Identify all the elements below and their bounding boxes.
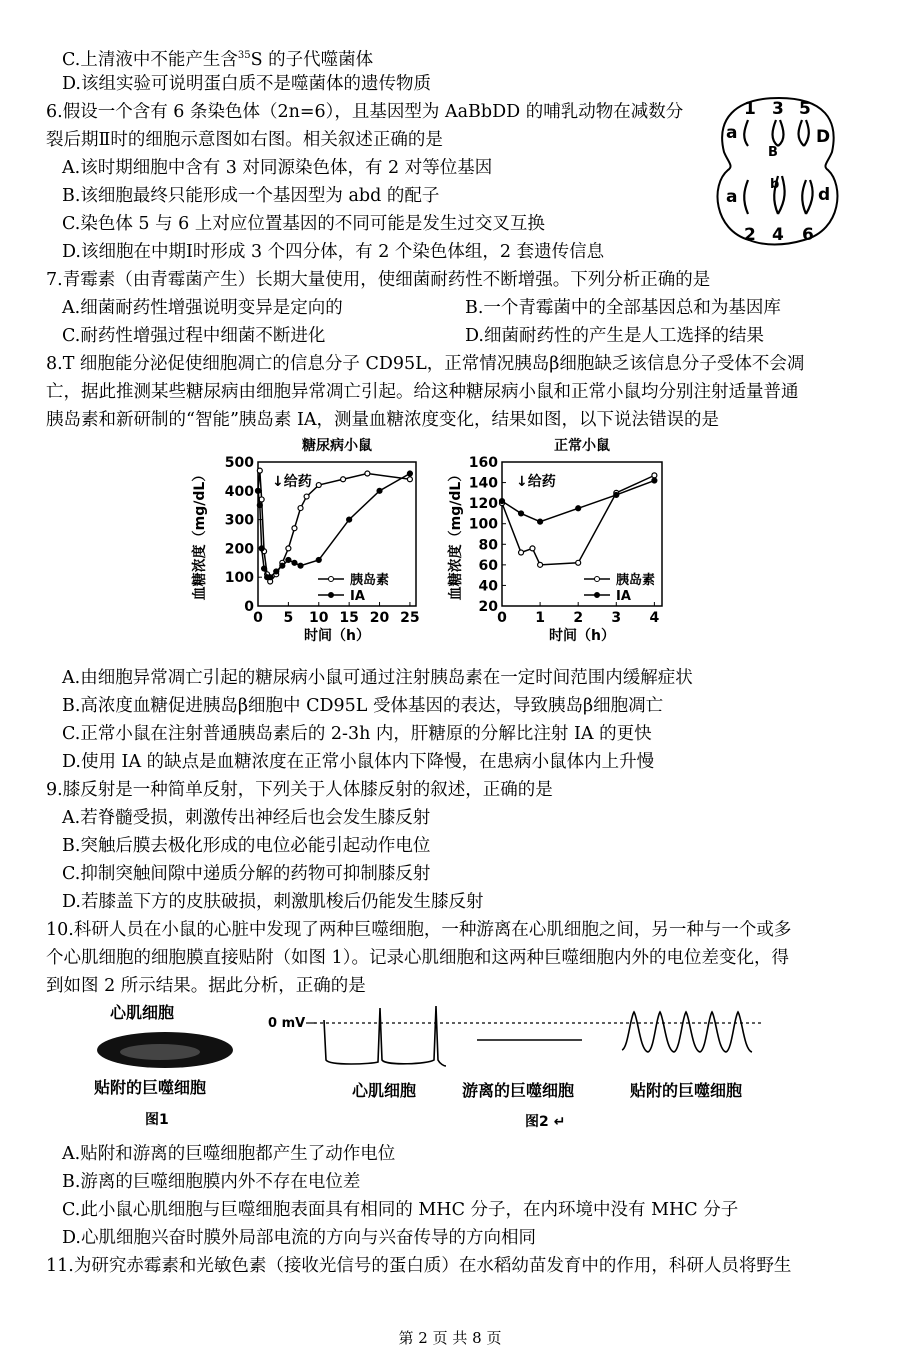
x-tick-label: 20 — [369, 610, 390, 626]
trace-attached-macrophage — [622, 1012, 752, 1052]
figure-2 — [262, 1000, 782, 1135]
chart-normal-mice — [446, 434, 676, 652]
data-point-insulin — [365, 471, 370, 476]
x-tick-label: 5 — [283, 610, 294, 626]
q9-option-b: B.突触后膜去极化形成的电位必能引起动作电位 — [62, 836, 431, 856]
chromosome-label-6: 6 — [802, 225, 814, 245]
legend-label: IA — [616, 589, 631, 604]
fig2-zero-label: 0 mV — [268, 1016, 306, 1031]
chromosome-5 — [799, 120, 809, 146]
q5-option-d: D.该组实验可说明蛋白质不是噬菌体的遗传物质 — [62, 74, 431, 94]
q6-stem-2: 裂后期Ⅱ时的细胞示意图如右图。相关叙述正确的是 — [46, 130, 443, 150]
y-tick-label: 500 — [224, 455, 254, 471]
data-point-insulin — [652, 473, 657, 478]
q8-stem-3: 胰岛素和新研制的“智能”胰岛素 IA，测量血糖浓度变化，结果如图，以下说法错误的是 — [46, 410, 720, 430]
q10-option-b: B.游离的巨噬细胞膜内外不存在电位差 — [62, 1172, 361, 1192]
x-tick-label: 3 — [611, 610, 622, 626]
q8-stem-2: 亡，据此推测某些糖尿病由细胞异常凋亡引起。给这种糖尿病小鼠和正常小鼠均分别注射适量普通 — [46, 382, 799, 402]
chromosome-label-4: 4 — [772, 225, 784, 245]
y-tick-label: 120 — [468, 496, 498, 513]
q10-stem-1: 10.科研人员在小鼠的心脏中发现了两种巨噬细胞，一种游离在心肌细胞之间，另一种与一个或多 — [46, 920, 792, 940]
x-tick-label: 0 — [497, 610, 507, 626]
legend-label: IA — [350, 589, 365, 604]
fig2-label-free-macrophage: 游离的巨噬细胞 — [462, 1081, 575, 1100]
y-tick-label: 140 — [468, 475, 498, 492]
data-point-ia — [377, 488, 382, 493]
fig1-macro-label: 贴附的巨噬细胞 — [94, 1078, 207, 1097]
gene-label-B: B — [768, 145, 778, 160]
data-point-ia — [519, 511, 524, 516]
chromosome-4 — [774, 176, 784, 214]
data-point-insulin — [341, 477, 346, 482]
y-tick-label: 0 — [244, 599, 254, 615]
x-axis-label: 时间（h） — [304, 628, 370, 644]
gene-label-d: d — [818, 185, 831, 205]
q8-option-d: D.使用 IA 的缺点是血糖浓度在正常小鼠体内下降慢，在患病小鼠体内上升慢 — [62, 752, 655, 772]
q9-stem: 9.膝反射是一种简单反射，下列关于人体膝反射的叙述，正确的是 — [46, 780, 553, 800]
data-point-insulin — [286, 546, 291, 551]
q8-option-c: C.正常小鼠在注射普通胰岛素后的 2-3h 内，肝糖原的分解比注射 IA 的更快 — [62, 724, 652, 744]
data-point-ia — [500, 499, 505, 504]
data-point-ia — [286, 557, 291, 562]
chart-title: 正常小鼠 — [554, 438, 610, 454]
data-point-insulin — [298, 506, 303, 511]
meiosis-cell-figure — [704, 90, 854, 250]
gene-label-b: b — [770, 177, 780, 192]
data-point-ia — [259, 546, 264, 551]
y-axis-label: 血糖浓度（mg/dL） — [192, 467, 208, 601]
x-tick-label: 1 — [535, 610, 545, 626]
trace-cardiomyocyte — [324, 1006, 446, 1066]
chromosome-6 — [802, 180, 812, 214]
data-point-insulin — [519, 550, 524, 555]
q9-option-c: C.抑制突触间隙中递质分解的药物可抑制膝反射 — [62, 864, 431, 884]
y-tick-label: 200 — [224, 541, 254, 558]
data-point-ia — [652, 478, 657, 483]
q7-option-c: C.耐药性增强过程中细菌不断进化 — [62, 326, 326, 346]
fig1-cell-label: 心肌细胞 — [110, 1003, 175, 1022]
q10-stem-3: 到如图 2 所示结果。据此分析，正确的是 — [46, 976, 366, 996]
dose-annotation: ↓给药 — [516, 474, 556, 490]
q10-option-d: D.心肌细胞兴奋时膜外局部电流的方向与兴奋传导的方向相同 — [62, 1228, 536, 1248]
data-point-ia — [347, 517, 352, 522]
y-tick-label: 40 — [478, 578, 498, 595]
y-tick-label: 400 — [224, 483, 254, 500]
y-tick-label: 20 — [478, 599, 498, 615]
fig2-label-cardiomyocyte: 心肌细胞 — [352, 1081, 417, 1100]
x-tick-label: 10 — [309, 610, 329, 626]
chromosome-3 — [773, 120, 784, 146]
q7-option-a: A.细菌耐药性增强说明变异是定向的 — [62, 298, 343, 318]
chromosome-label-2: 2 — [744, 225, 756, 245]
chromosome-label-5: 5 — [799, 99, 811, 119]
data-point-insulin — [304, 494, 309, 499]
q11-stem: 11.为研究赤霉素和光敏色素（接收光信号的蛋白质）在水稻幼苗发育中的作用，科研人员将野生 — [46, 1256, 792, 1276]
data-point-insulin — [576, 560, 581, 565]
chromosome-label-1: 1 — [744, 99, 756, 119]
data-point-ia — [262, 566, 267, 571]
q10-option-c: C.此小鼠心肌细胞与巨噬细胞表面具有相同的 MHC 分子，在内环境中没有 MHC 分子 — [62, 1200, 739, 1220]
x-tick-label: 15 — [339, 610, 359, 626]
fig2-label-attached-macrophage: 贴附的巨噬细胞 — [630, 1081, 743, 1100]
y-tick-label: 160 — [468, 455, 498, 471]
chromosome-1 — [744, 120, 748, 146]
y-axis-label: 血糖浓度（mg/dL） — [448, 467, 464, 601]
x-tick-label: 0 — [253, 610, 263, 626]
data-point-ia — [268, 575, 273, 580]
data-point-ia — [316, 557, 321, 562]
data-point-ia — [614, 492, 619, 497]
y-tick-label: 300 — [224, 512, 254, 529]
legend-marker — [329, 577, 334, 582]
data-point-insulin — [316, 483, 321, 488]
data-point-insulin — [292, 526, 297, 531]
data-point-ia — [407, 471, 412, 476]
y-tick-label: 80 — [478, 537, 498, 554]
y-tick-label: 100 — [224, 570, 254, 587]
q10-stem-2: 个心肌细胞的细胞膜直接贴附（如图 1）。记录心肌细胞和这两种巨噬细胞内外的电位差变化，得 — [46, 948, 789, 968]
data-point-insulin — [407, 477, 412, 482]
attached-macrophage-shape — [120, 1044, 200, 1060]
data-point-ia — [274, 569, 279, 574]
data-point-insulin — [530, 546, 535, 551]
x-tick-label: 25 — [400, 610, 420, 626]
q8-stem-1: 8.T 细胞能分泌促使细胞凋亡的信息分子 CD95L，正常情况胰岛β细胞缺乏该信息分子受体不会凋 — [46, 354, 805, 374]
q6-stem-1: 6.假设一个含有 6 条染色体（2n=6），且基因型为 AaBbDD 的哺乳动物在减数分 — [46, 102, 684, 122]
figure-1 — [90, 998, 240, 1133]
chromosome-2 — [744, 180, 748, 214]
x-tick-label: 4 — [649, 610, 660, 626]
gene-label-D: D — [816, 127, 831, 147]
legend-marker — [595, 593, 600, 598]
q10-option-a: A.贴附和游离的巨噬细胞都产生了动作电位 — [62, 1144, 396, 1164]
y-tick-label: 100 — [468, 516, 498, 533]
q7-option-b: B.一个青霉菌中的全部基因总和为基因库 — [465, 298, 781, 318]
gene-label-a-bottom: a — [726, 187, 738, 207]
q6-option-b: B.该细胞最终只能形成一个基因型为 abd 的配子 — [62, 186, 440, 206]
data-point-ia — [576, 506, 581, 511]
q6-option-a: A.该时期细胞中含有 3 对同源染色体，有 2 对等位基因 — [62, 158, 493, 178]
legend-label: 胰岛素 — [350, 573, 390, 588]
page-footer: 第 2 页 共 8 页 — [398, 1329, 502, 1347]
q5-option-c: C.上清液中不能产生含$^{35}$S 的子代噬菌体 — [62, 49, 374, 70]
q9-option-a: A.若脊髓受损，刺激传出神经后也会发生膝反射 — [62, 808, 431, 828]
data-point-insulin — [257, 468, 262, 473]
fig2-caption: 图2 ↵ — [525, 1114, 566, 1130]
x-tick-label: 2 — [573, 610, 584, 626]
data-point-ia — [298, 563, 303, 568]
chromosome-label-3: 3 — [772, 99, 784, 119]
q7-option-d: D.细菌耐药性的产生是人工选择的结果 — [465, 326, 764, 346]
q9-option-d: D.若膝盖下方的皮肤破损，刺激肌梭后仍能发生膝反射 — [62, 892, 484, 912]
data-point-insulin — [538, 562, 543, 567]
dose-annotation: ↓给药 — [272, 474, 312, 490]
q8-option-a: A.由细胞异常凋亡引起的糖尿病小鼠可通过注射胰岛素在一定时间范围内缓解症状 — [62, 668, 693, 688]
data-point-ia — [292, 560, 297, 565]
data-point-ia — [280, 563, 285, 568]
chart-diabetic-mice — [190, 434, 430, 652]
q7-stem: 7.青霉素（由青霉菌产生）长期大量使用，使细菌耐药性不断增强。下列分析正确的是 — [46, 270, 711, 290]
q6-option-c: C.染色体 5 与 6 上对应位置基因的不同可能是发生过交叉互换 — [62, 214, 545, 234]
q6-option-d: D.该细胞在中期Ⅰ时形成 3 个四分体，有 2 个染色体组，2 套遗传信息 — [62, 242, 605, 262]
legend-marker — [329, 593, 334, 598]
q8-option-b: B.高浓度血糖促进胰岛β细胞中 CD95L 受体基因的表达，导致胰岛β细胞凋亡 — [62, 696, 664, 716]
x-axis-label: 时间（h） — [549, 628, 615, 644]
legend-marker — [595, 577, 600, 582]
data-point-ia — [538, 519, 543, 524]
legend-label: 胰岛素 — [616, 573, 656, 588]
data-point-ia — [256, 488, 261, 493]
data-point-ia — [257, 503, 262, 508]
y-tick-label: 60 — [478, 557, 498, 574]
fig1-caption: 图1 — [145, 1112, 169, 1128]
gene-label-a-top: a — [726, 123, 738, 143]
chart-title: 糖尿病小鼠 — [302, 438, 372, 454]
